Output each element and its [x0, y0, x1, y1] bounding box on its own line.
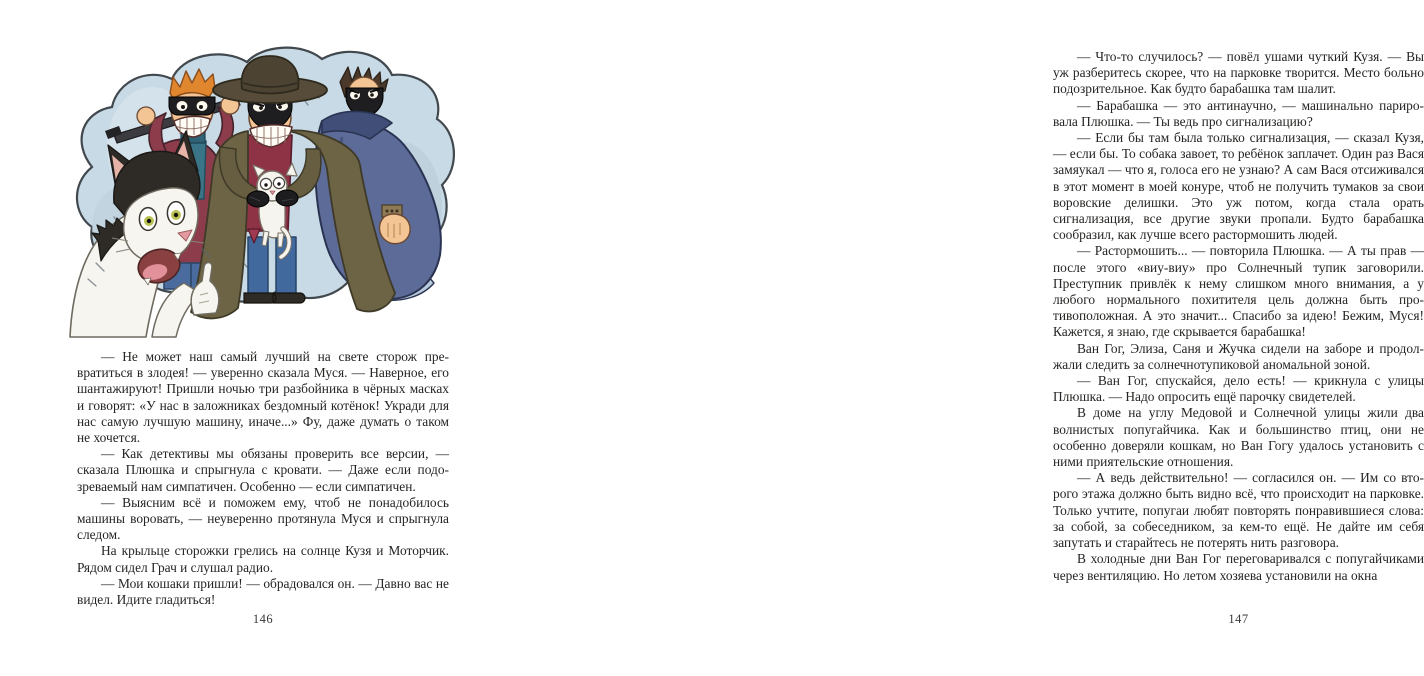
left-page-number: 146 — [252, 612, 274, 626]
paragraph: — Растормошить... — повторила Плюшка. — А ты прав — после этого «виу-виу» про Солнечный тупик заговорили. Преступник привлёк к нему слишком много внимания, а у любого нормального похитителя цель должна быть противоположная. А это значит... Спасибо за идею! Бежим, Муся! Кажется, я знаю, где скрывается барабашка! — [1053, 243, 1424, 340]
paragraph: — А ведь действительно! — согласился он. — Им со второго этажа должно быть видно всё, что происходит на парковке. Только учтите, попугаи любят повторять понравившиеся слова: за собой, за собеседником, за кем-то ещё. Не дайте им себя запутать и старайтесь не потерять нить разговора. — [1053, 470, 1424, 551]
paragraph: В доме на углу Медовой и Солнечной улицы жили два волнистых попугайчика. Как и большинство птиц, они не особенно доверяли кошкам, но Ван Гогу удалось установить с ними приятельские отношения. — [1053, 405, 1424, 470]
paragraph: — Мои кошаки пришли! — обрадовался он. — Давно вас не видел. Идите гладиться! — [77, 575, 449, 608]
right-page-number: 147 — [1228, 612, 1249, 626]
paragraph: — Выясним всё и поможем ему, чтоб не понадобилось машины воровать, — неуверенно протянула Муся и спрыгнула следом. — [77, 494, 449, 543]
left-page — [0, 0, 500, 676]
paragraph: — Барабашка — это антинаучно, — машинально парировала Плюшка. — Ты ведь про сигнализацию? — [1053, 97, 1424, 129]
paragraph: — Как детективы мы обязаны проверить все версии, — сказала Плюшка и спрыгнула с кровати. — Даже если подозреваемый нам симпатичен. Особенно — если симпатичен. — [77, 446, 449, 494]
paragraph: — Что-то случилось? — повёл ушами чуткий Кузя. — Вы уж разберитесь скорее, что на парковке творится. Место больно подозрительное. Как будто барабашка там шалит. — [1053, 49, 1424, 97]
paragraph: Ван Гог, Элиза, Саня и Жучка сидели на заборе и продолжали следить за солнечнотупиковой аномальной зоной. — [1053, 340, 1424, 372]
paragraph: На крыльце сторожки грелись на солнце Кузя и Моторчик. Рядом сидел Грач и слушал радио. — [77, 543, 449, 575]
paragraph: — Ван Гог, спускайся, дело есть! — крикнула с улицы Плюшка. — Надо опросить ещё парочку свидетелей. — [1053, 373, 1424, 405]
book-illustration — [52, 26, 462, 338]
paragraph: В холодные дни Ван Гог переговаривался с попугайчиками через вентиляцию. Но летом хозяева установили на окна — [1053, 551, 1424, 583]
left-page-text — [77, 349, 449, 608]
right-page-text — [1053, 49, 1424, 584]
right-page — [500, 0, 1424, 676]
paragraph: — Не может наш самый лучший на свете сторож превратиться в злодея! — уверенно сказала Муся. — Наверное, его шантажируют! Пришли ночью три разбойника в чёрных масках и говорят: «У нас в заложниках бездомный котёнок! Укради для нас самую лучшую машину, иначе...» Фу, даже думать о таком не хочется. — [77, 349, 449, 446]
paragraph: — Если бы там была только сигнализация, — сказал Кузя, — если бы. То собака завоет, то ребёнок заплачет. Один раз Вася замяукал — что я, голоса его не узнаю? А сам Вася отсиживался в этот момент в моей конуре, чтоб не получить тумаков за свои воровские делишки. Это уж потом, когда стала орать сигнализация, все другие звуки пропали. Будто барабашка сообразил, как лучше всего растормошить людей. — [1053, 130, 1424, 243]
